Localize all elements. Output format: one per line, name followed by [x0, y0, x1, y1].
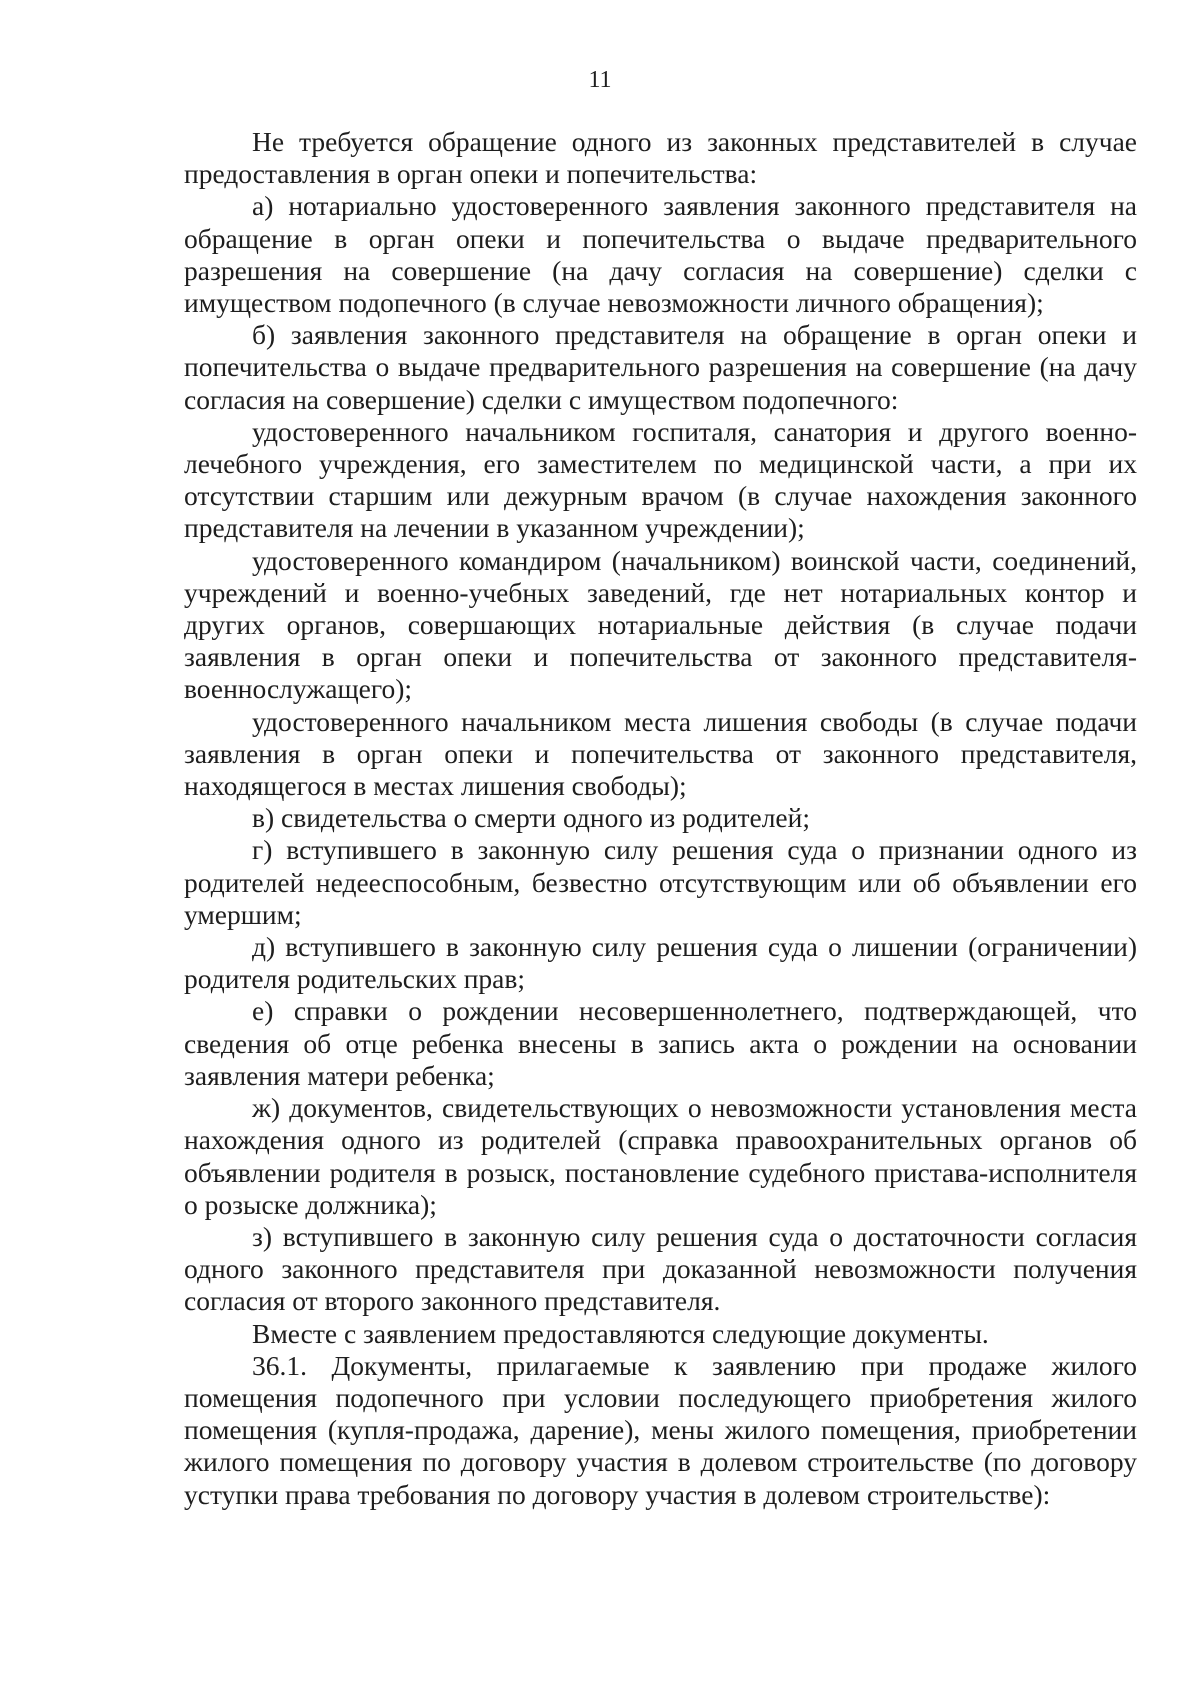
paragraph-item-b: б) заявления законного представителя на обращение в орган опеки и попечительства о выдаче предварительного разрешения на совершение (на дачу согласия на совершение) сделки с имуществом подопечного:	[184, 319, 1137, 415]
paragraph-intro: Не требуется обращение одного из законных представителей в случае предоставления в орган опеки и попечительства:	[184, 126, 1137, 190]
paragraph-prison: удостоверенного начальником места лишения свободы (в случае подачи заявления в орган опеки и попечительства от законного представителя, находящегося в местах лишения свободы);	[184, 705, 1137, 802]
page-number: 11	[588, 67, 612, 93]
paragraph-documents-intro: Вместе с заявлением предоставляются следующие документы.	[252, 1317, 989, 1349]
paragraph-military: удостоверенного командиром (начальником) воинской части, соединений, учреждений и военно-учебных заведений, где нет нотариальных контор и других органов, совершающих нотариальные действия (в случае подачи заявления в орган опеки и попечительства от законного представителя-военнослужащего);	[184, 544, 1137, 705]
paragraph-item-v: в) свидетельства о смерти одного из родителей;	[252, 802, 810, 834]
paragraph-item-a: а) нотариально удостоверенного заявления законного представителя на обращение в орган опеки и попечительства о выдаче предварительного разрешения на совершение (на дачу согласия на совершение) сделки с имуществом подопечного (в случае невозможности личного обращения);	[184, 190, 1137, 319]
paragraph-item-g: г) вступившего в законную силу решения суда о признании одного из родителей недееспособным, безвестно отсутствующим или об объявлении его умершим;	[184, 834, 1137, 930]
paragraph-item-e: е) справки о рождении несовершеннолетнего, подтверждающей, что сведения об отце ребенка внесены в запись акта о рождении на основании заявления матери ребенка;	[184, 995, 1137, 1091]
paragraph-hospital: удостоверенного начальником госпиталя, санатория и другого военно-лечебного учреждения, его заместителем по медицинской части, а при их отсутствии старшим или дежурным врачом (в случае нахождения законного представителя на лечении в указанном учреждении);	[184, 415, 1137, 544]
paragraph-item-d: д) вступившего в законную силу решения суда о лишении (ограничении) родителя родительских прав;	[184, 931, 1137, 995]
paragraph-item-zh: ж) документов, свидетельствующих о невозможности установления места нахождения одного из родителей (справка правоохранительных органов об объявлении родителя в розыск, постановление судебного пристава-исполнителя о розыске должника);	[184, 1092, 1137, 1220]
document-body	[184, 126, 1137, 1511]
paragraph-section-36-1: 36.1. Документы, прилагаемые к заявлению при продаже жилого помещения подопечного при условии последующего приобретения жилого помещения (купля-продажа, дарение), мены жилого помещения, приобретении жилого помещения по договору участия в долевом строительстве (по договору уступки права требования по договору участия в долевом строительстве):	[184, 1349, 1137, 1510]
paragraph-item-z: з) вступившего в законную силу решения суда о достаточности согласия одного законного представителя при доказанной невозможности получения согласия от второго законного представителя.	[184, 1220, 1137, 1317]
